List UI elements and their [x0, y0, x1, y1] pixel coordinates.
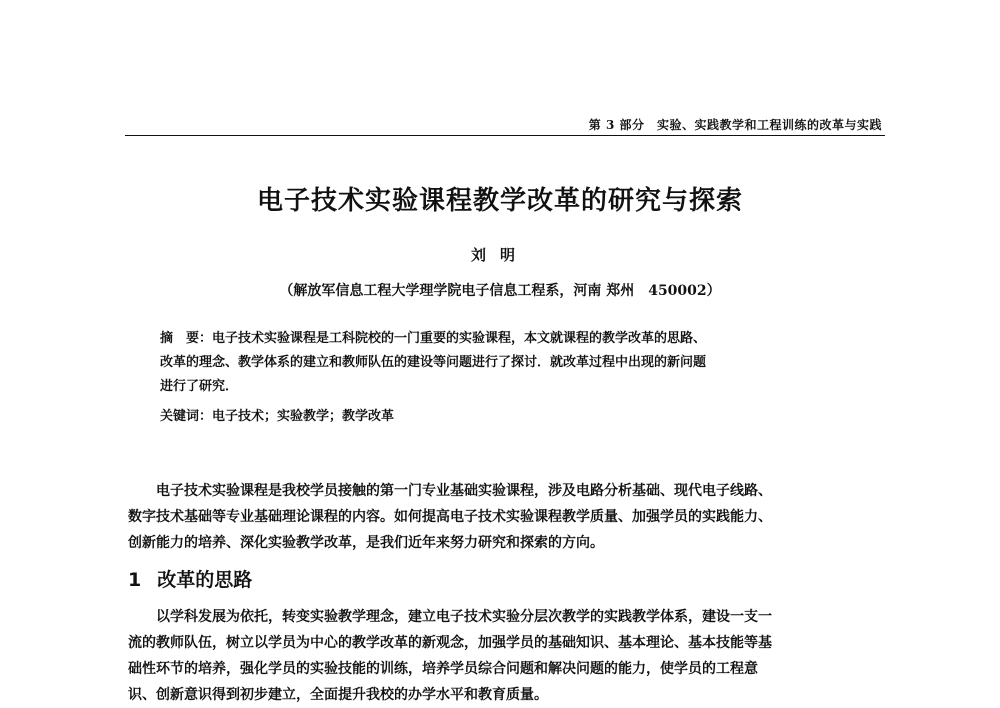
paragraph-line: 流的教师队伍，树立以学员为中心的教学改革的新观念，加强学员的基础知识、基本理论、基本技能等基 — [128, 635, 772, 651]
paragraph-line: 创新能力的培养、深化实验教学改革，是我们近年来努力研究和探索的方向。 — [128, 535, 604, 551]
abstract-line-1 — [160, 327, 860, 351]
paragraph-line: 础性环节的培养，强化学员的实验技能的训练，培养学员综合问题和解决问题的能力，使学员的工程意 — [128, 661, 758, 677]
section-title: 改革的思路 — [157, 569, 253, 591]
affiliation: （解放军信息工程大学理学院电子信息工程系，河南 郑州 450002） — [279, 283, 721, 299]
abstract-text: 电子技术实验课程是工科院校的一门重要的实验课程，本文就课程的教学改革的思路、 — [212, 331, 707, 346]
section-heading — [128, 565, 252, 592]
keywords — [160, 405, 394, 424]
running-header: 第 3 部分 实验、实践教学和工程训练的改革与实践 — [588, 118, 882, 132]
intro-paragraph — [128, 478, 888, 556]
abstract — [160, 327, 860, 399]
paragraph-line: 数字技术基础等专业基础理论课程的内容。如何提高电子技术实验课程教学质量、加强学员的实践能力、 — [128, 509, 772, 525]
abstract-label: 摘 要： — [160, 331, 213, 346]
keywords-value: 电子技术；实验教学；教学改革 — [212, 409, 395, 424]
section-number: 1 — [128, 569, 142, 591]
author: 刘明 — [470, 246, 529, 264]
header-rule — [125, 135, 885, 136]
paragraph-line: 以学科发展为依托，转变实验教学理念，建立电子技术实验分层次教学的实践教学体系，建设一支一 — [156, 609, 772, 625]
section-1-paragraph — [128, 604, 888, 708]
keywords-label: 关键词： — [160, 409, 213, 424]
abstract-line-3: 进行了研究． — [160, 379, 239, 394]
paper-title: 电子技术实验课程教学改革的研究与探索 — [256, 186, 743, 216]
paragraph-line: 识、创新意识得到初步建立，全面提升我校的办学水平和教育质量。 — [128, 687, 548, 703]
abstract-line-2: 改革的理念、教学体系的建立和教师队伍的建设等问题进行了探讨．就改革过程中出现的新问题 — [160, 355, 707, 370]
paragraph-line: 电子技术实验课程是我校学员接触的第一门专业基础实验课程，涉及电路分析基础、现代电子线路、 — [156, 483, 772, 499]
